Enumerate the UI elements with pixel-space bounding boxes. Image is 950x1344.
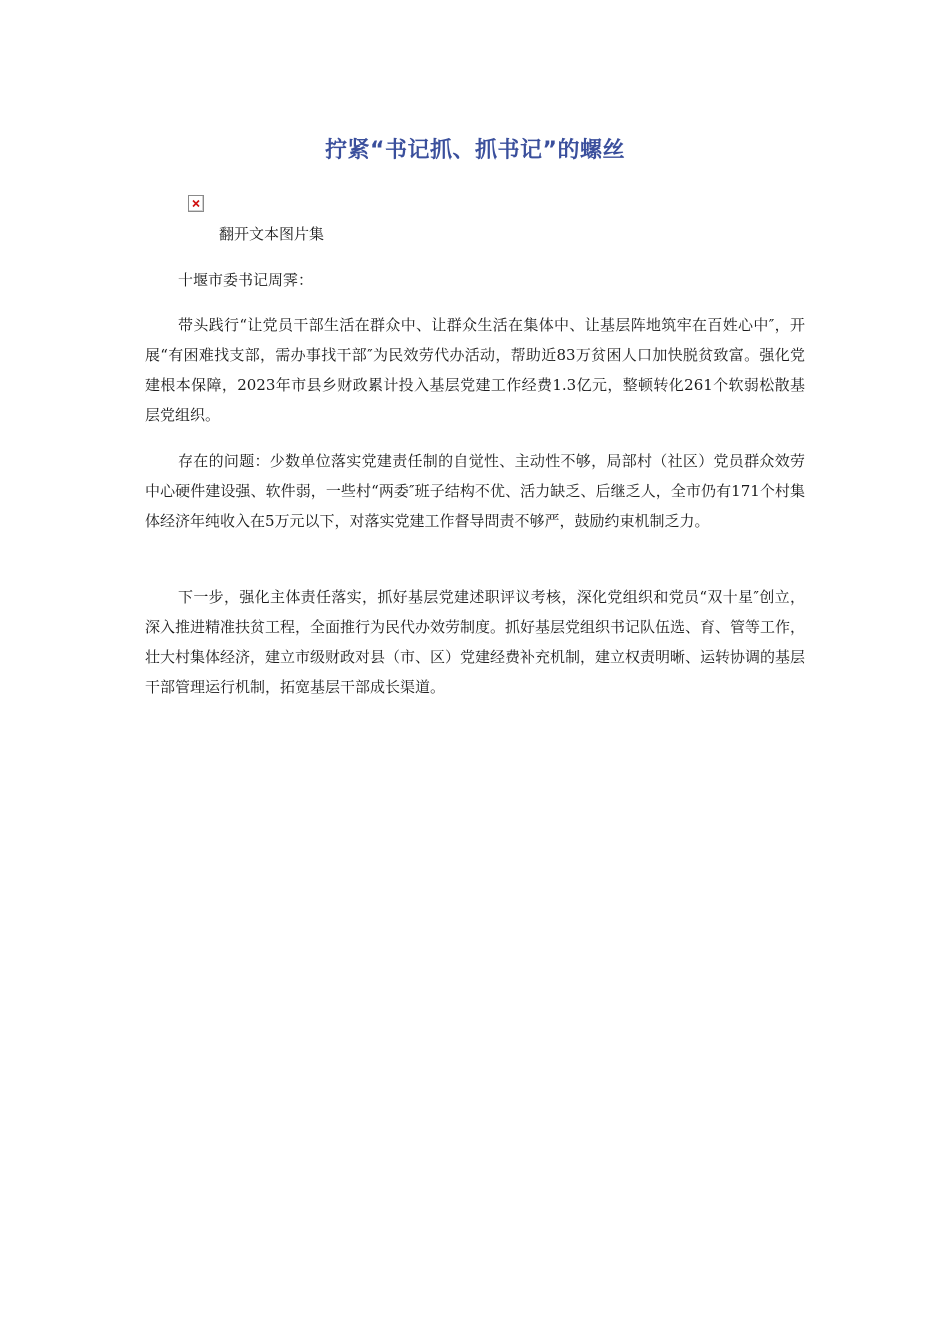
body-paragraph: 带头践行“让党员干部生活在群众中、让群众生活在集体中、让基层阵地筑牢在百姓心中″，开展“有困难找支部，需办事找干部″为民效劳代办活动，帮助近83万贫困人口加快脱贫致富。强化党建根本保障，2023年市县乡财政累计投入基层党建工作经费1.3亿元，整顿转化261个软弱松散基层党组织。 <box>145 316 805 424</box>
document-title: 拧紧“书记抓、抓书记”的螺丝 <box>325 138 625 163</box>
body-paragraph: 存在的问题：少数单位落实党建责任制的自觉性、主动性不够，局部村（社区）党员群众效劳中心硬件建设强、软件弱，一些村“两委″班子结构不优、活力缺乏、后继乏人，全市仍有171个村集体经济年纯收入在5万元以下，对落实党建工作督导問责不够严，鼓励约束机制乏力。 <box>145 452 805 530</box>
salutation-paragraph: 十堰市委书记周霁： <box>178 271 314 289</box>
broken-image-icon <box>188 195 204 212</box>
body-paragraph: 下一步，强化主体责任落实，抓好基层党建述职评议考核，深化党组织和党员“双十星″创立，深入推进精准扶贫工程，全面推行为民代办效劳制度。抓好基层党组织书记队伍选、育、管等工作，壮大村集体经济，建立市级财政对县（市、区）党建经费补充机制，建立权责明晰、运转协调的基层干部管理运行机制，拓宽基层干部成长渠道。 <box>145 588 806 696</box>
image-caption: 翻开文本图片集 <box>219 225 325 243</box>
